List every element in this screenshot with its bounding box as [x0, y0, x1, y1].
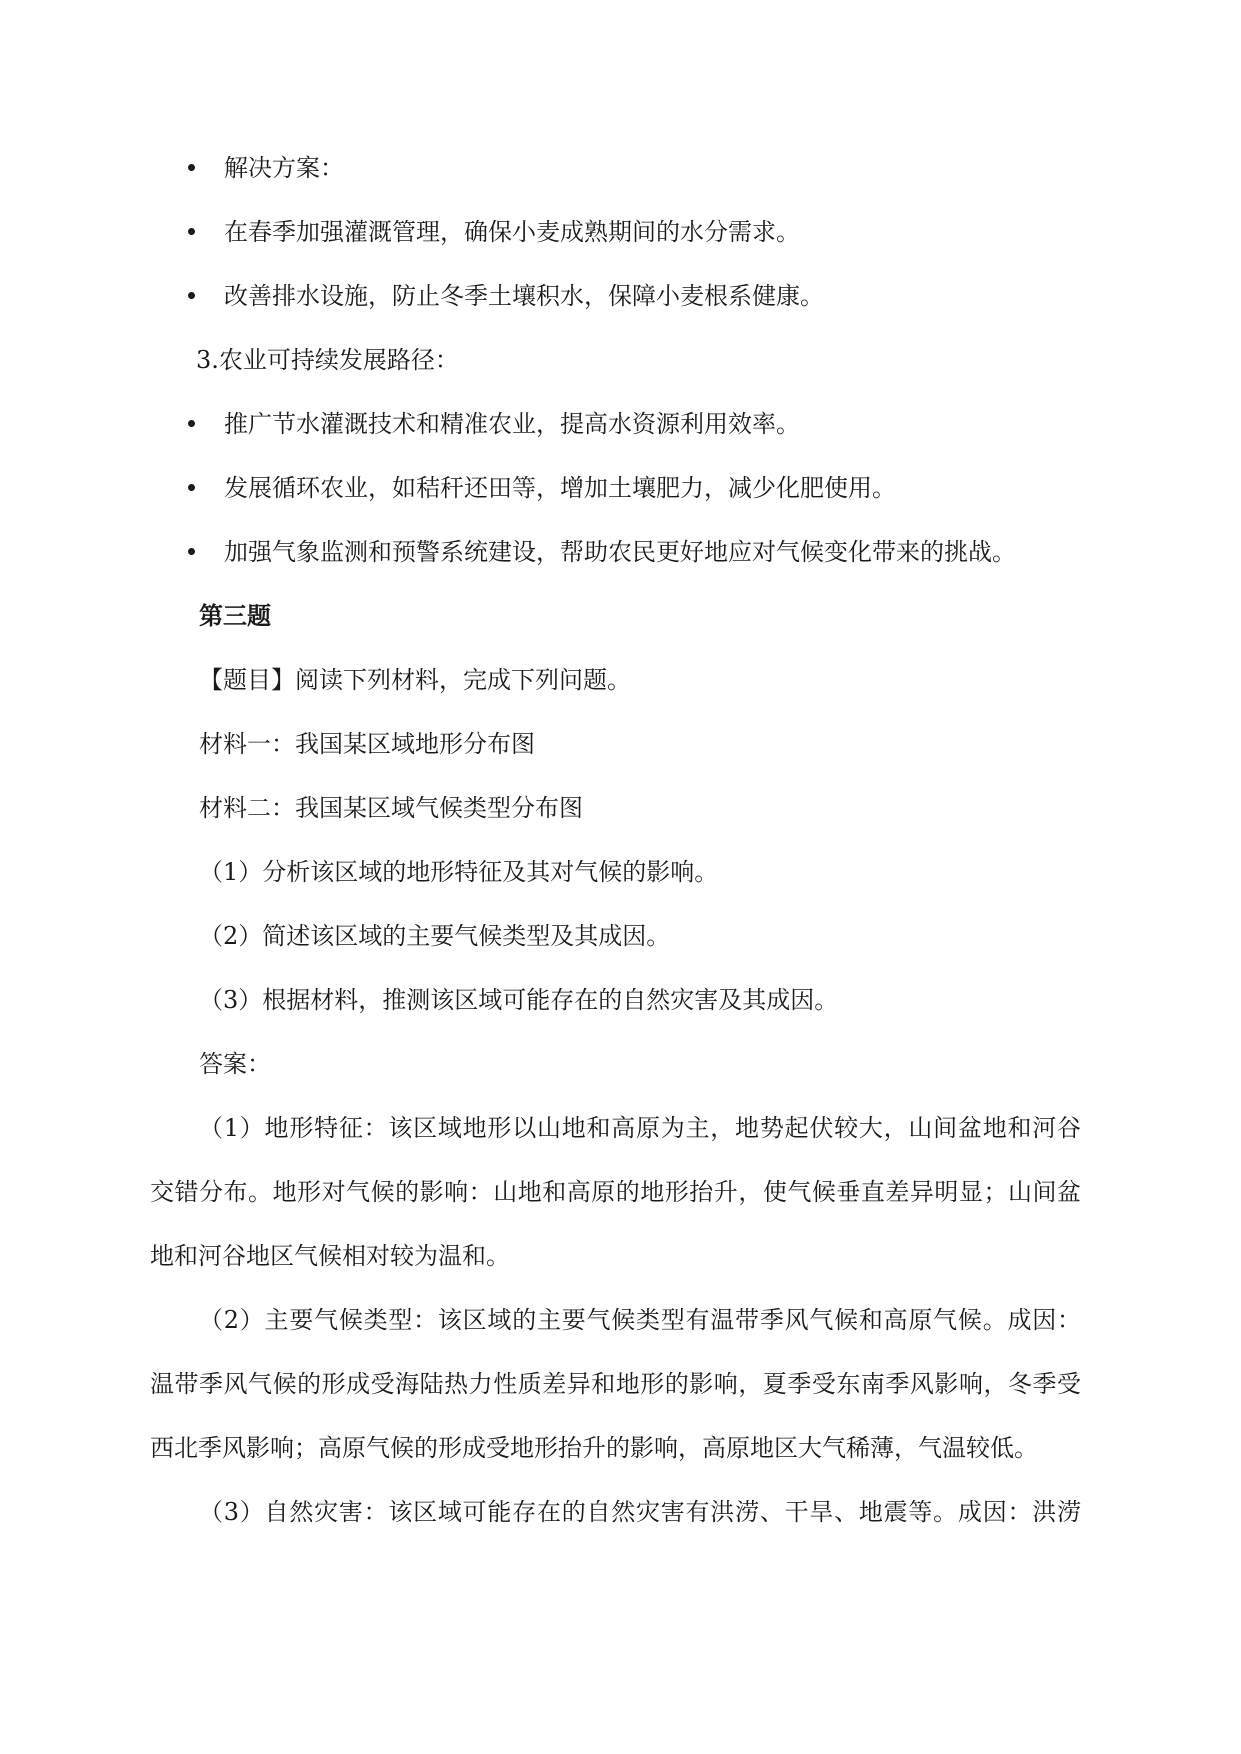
answer-paragraph-line: 西北季风影响；高原气候的形成受地形抬升的影响，高原地区大气稀薄，气温较低。 [150, 1434, 1038, 1462]
bullet-dot [188, 484, 195, 491]
answer-paragraph-line: （3）自然灾害：该区域可能存在的自然灾害有洪涝、干旱、地震等。成因：洪涝 [199, 1498, 1081, 1526]
sub-question: （2）简述该区域的主要气候类型及其成因。 [199, 922, 671, 950]
bullet-item: 加强气象监测和预警系统建设，帮助农民更好地应对气候变化带来的挑战。 [224, 538, 1016, 566]
bullet-dot [188, 420, 195, 427]
bullet-dot [188, 164, 195, 171]
bullet-item: 推广节水灌溉技术和精准农业，提高水资源利用效率。 [224, 410, 800, 438]
bullet-dot [188, 548, 195, 555]
material-2: 材料二：我国某区域气候类型分布图 [199, 794, 583, 822]
answer-paragraph-line: 地和河谷地区气候相对较为温和。 [150, 1242, 510, 1270]
question-prompt: 【题目】阅读下列材料，完成下列问题。 [199, 666, 631, 694]
bullet-dot [188, 228, 195, 235]
bullet-dot [188, 292, 195, 299]
bullet-item: 解决方案： [224, 154, 344, 182]
bullet-item: 发展循环农业，如秸秆还田等，增加土壤肥力，减少化肥使用。 [224, 474, 896, 502]
bullet-item: 改善排水设施，防止冬季土壤积水，保障小麦根系健康。 [224, 282, 824, 310]
answer-label: 答案： [199, 1050, 271, 1078]
answer-paragraph-line: （2）主要气候类型：该区域的主要气候类型有温带季风气候和高原气候。成因： [199, 1306, 1081, 1334]
answer-paragraph-line: 交错分布。地形对气候的影响：山地和高原的地形抬升，使气候垂直差异明显；山间盆 [150, 1178, 1081, 1206]
sub-question: （3）根据材料，推测该区域可能存在的自然灾害及其成因。 [199, 986, 839, 1014]
sub-question: （1）分析该区域的地形特征及其对气候的影响。 [199, 858, 719, 886]
material-1: 材料一：我国某区域地形分布图 [199, 730, 535, 758]
bullet-item: 在春季加强灌溉管理，确保小麦成熟期间的水分需求。 [224, 218, 800, 246]
answer-paragraph-line: （1）地形特征：该区域地形以山地和高原为主，地势起伏较大，山间盆地和河谷 [199, 1114, 1081, 1142]
section-heading: 3.农业可持续发展路径： [196, 346, 459, 374]
answer-paragraph-line: 温带季风气候的形成受海陆热力性质差异和地形的影响，夏季受东南季风影响，冬季受 [150, 1370, 1081, 1398]
question-title: 第三题 [199, 601, 271, 630]
